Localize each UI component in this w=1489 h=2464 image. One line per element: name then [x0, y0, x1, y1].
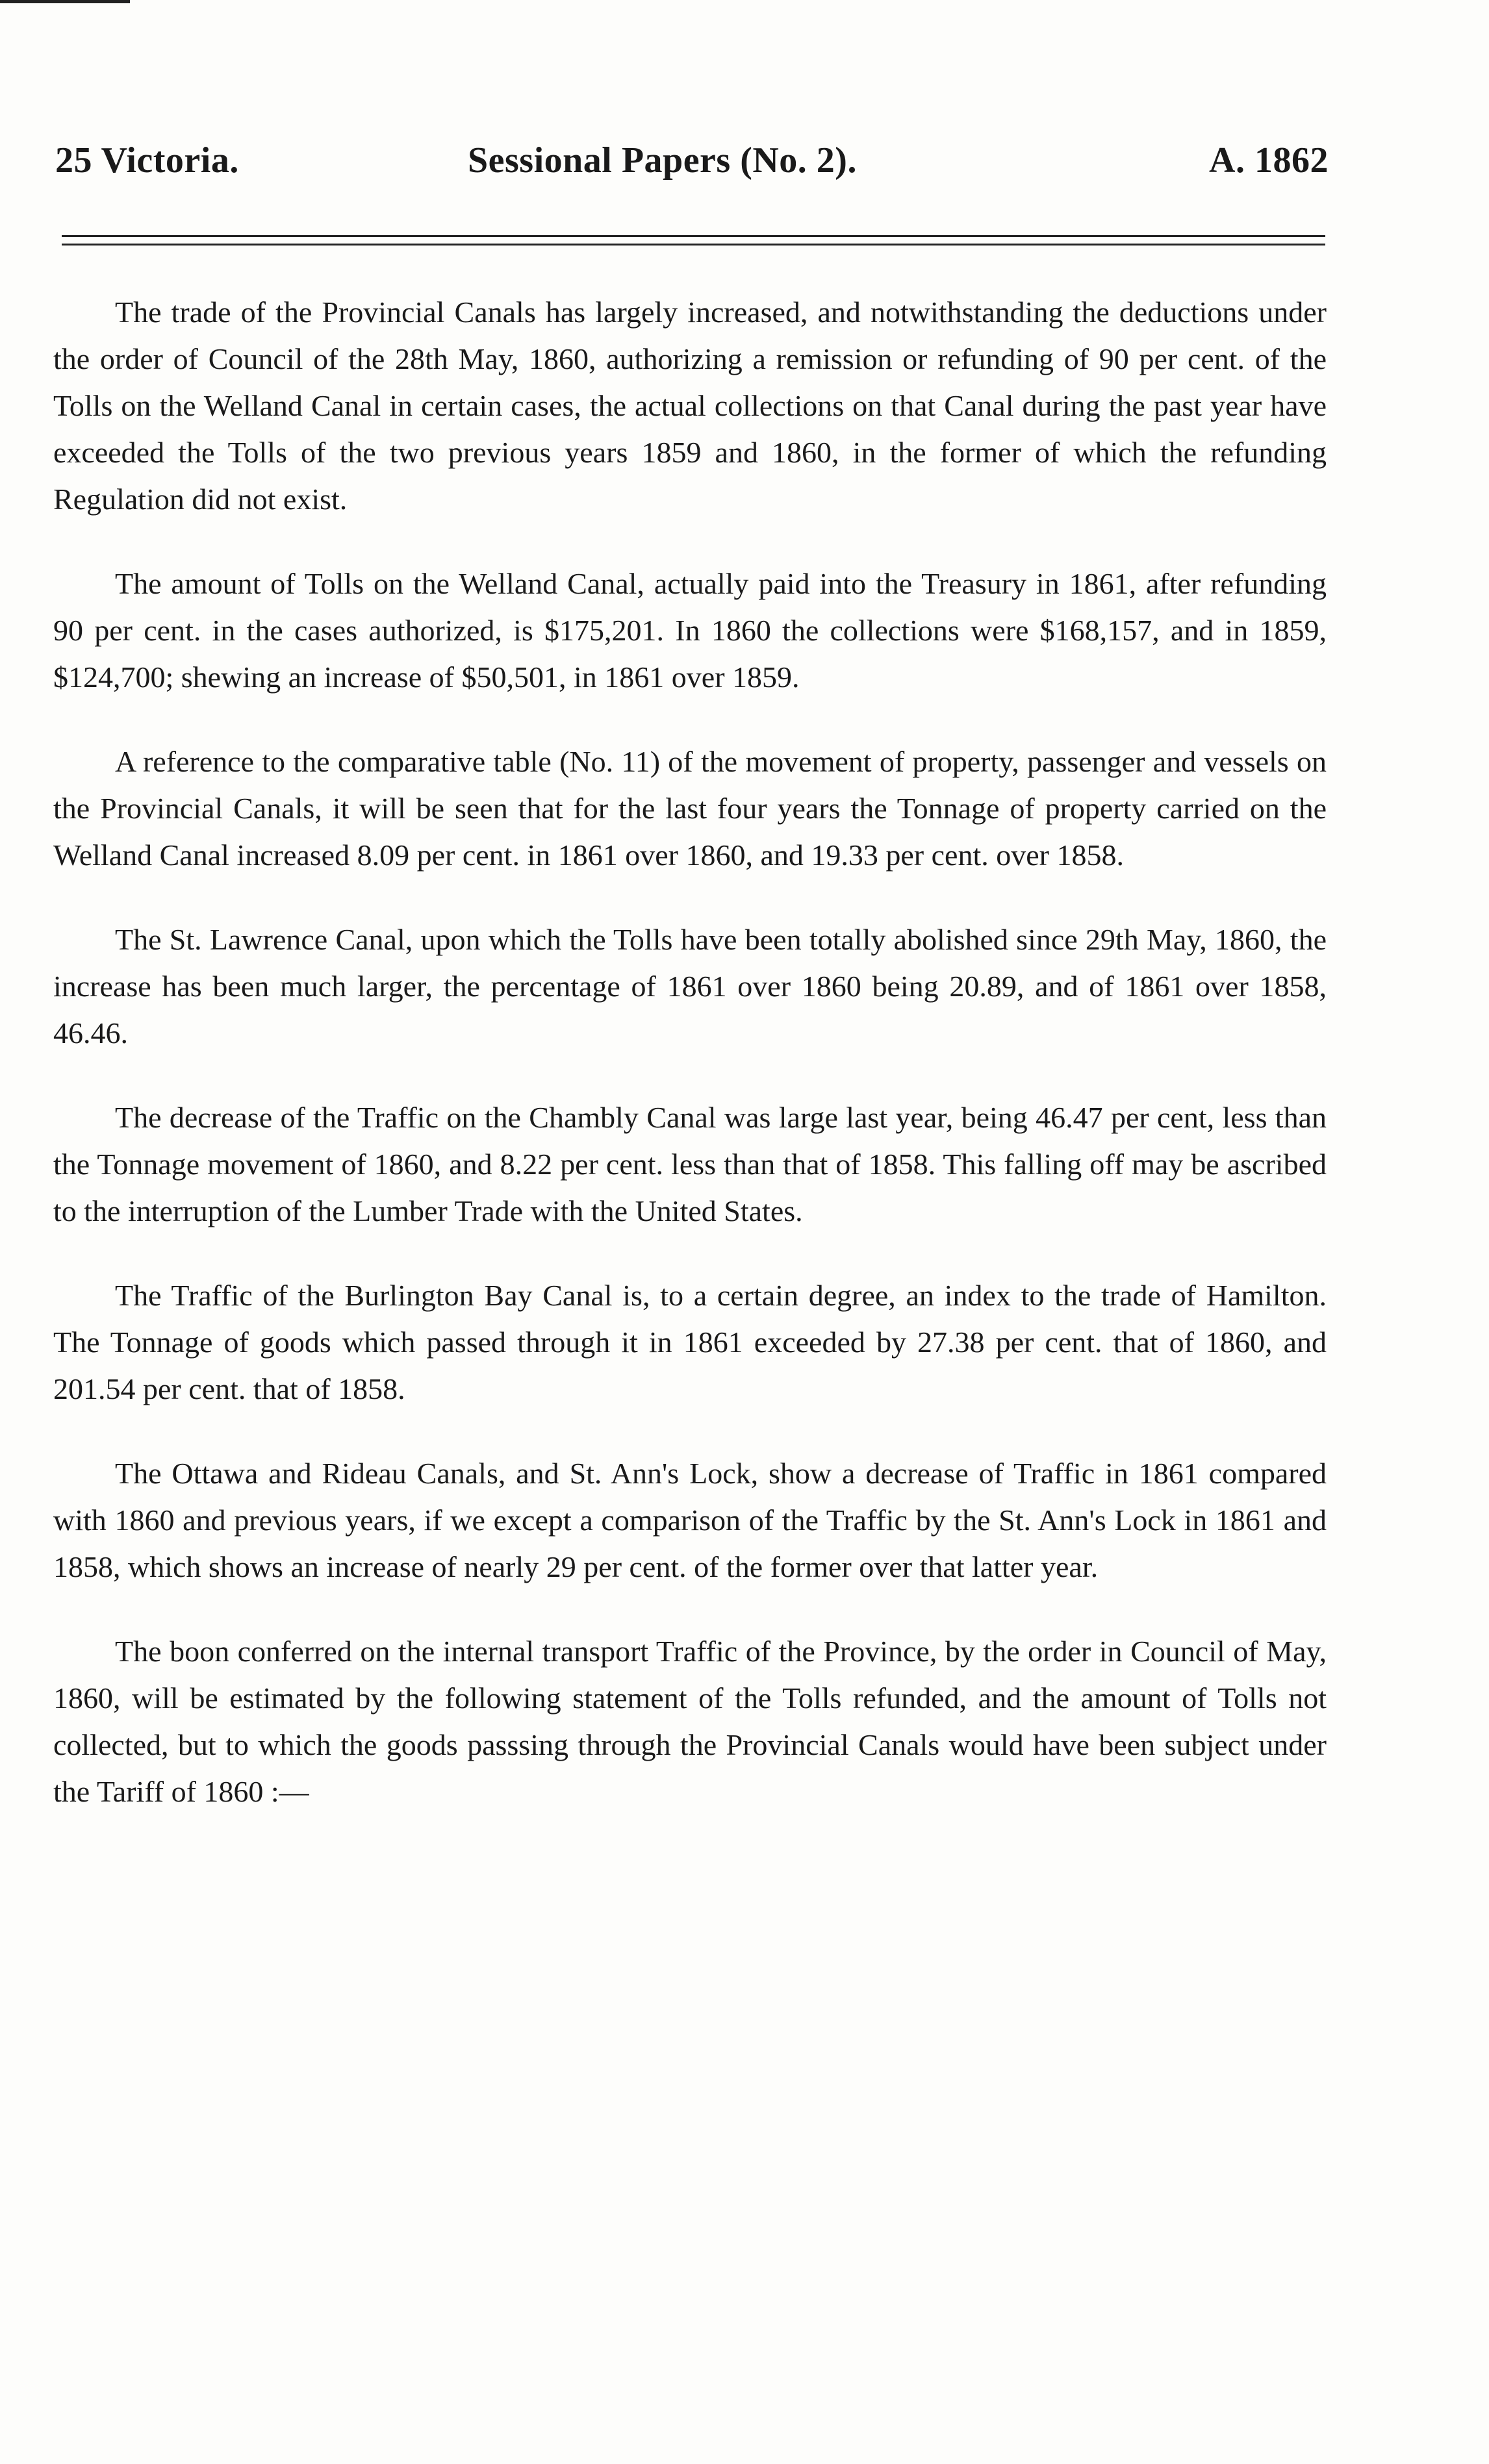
paragraph-burlington: The Traffic of the Burlington Bay Canal is, to a certain degree, an index to the trade of Hamilton. The Tonnage of goods which passed through it in 1861 exceeded by 27.38 per cent. that of 1860, and 201.54 per cent. that of 1858. — [53, 1279, 1327, 1405]
page-header — [55, 140, 1329, 192]
header-session: 25 Victoria. — [55, 140, 239, 181]
paragraph-ottawa-rideau: The Ottawa and Rideau Canals, and St. Ann's Lock, show a decrease of Traffic in 1861 compared with 1860 and previous years, if we except a comparison of the Traffic by the St. Ann's Lock in 1861 and 1858, which shows an increase of nearly 29 per cent. of the former over that latter year. — [53, 1457, 1327, 1583]
paragraph-canal-trade: The trade of the Provincial Canals has largely increased, and notwithstanding the deductions under the order of Council of the 28th May, 1860, authorizing a remission or refunding of 90 per cent. of the Tolls on the Welland Canal in certain cases, the actual collections on that Canal during the past year have exceeded the Tolls of the two previous years 1859 and 1860, in the former of which the refunding Regulation did not exist. — [53, 295, 1327, 516]
body-text — [53, 289, 1327, 1853]
corner-rule — [0, 0, 130, 3]
paragraph-chambly: The decrease of the Traffic on the Chambly Canal was large last year, being 46.47 per cent, less than the Tonnage movement of 1860, and 8.22 per cent. less than that of 1858. This falling off may be ascribed to the interruption of the Lumber Trade with the United States. — [53, 1101, 1327, 1227]
header-title: Sessional Papers (No. 2). — [468, 140, 857, 181]
header-double-rule — [62, 235, 1325, 245]
paragraph-comparative-table: A reference to the comparative table (No. 11) of the movement of property, passenger and vessels on the Provincial Canals, it will be seen that for the last four years the Tonnage of property carried on the Welland Canal increased 8.09 per cent. in 1861 over 1860, and 19.33 per cent. over 1858. — [53, 745, 1327, 872]
paragraph-tolls-refunded: The boon conferred on the internal transport Traffic of the Province, by the order in Council of May, 1860, will be estimated by the following statement of the Tolls refunded, and the amount of Tolls not collected, but to which the goods passsing through the Provincial Canals would have been subject under the Tariff of 1860 :— — [53, 1635, 1327, 1808]
header-year: A. 1862 — [1209, 140, 1329, 181]
paragraph-st-lawrence: The St. Lawrence Canal, upon which the Tolls have been totally abolished since 29th May, 1860, the increase has been much larger, the percentage of 1861 over 1860 being 20.89, and of 1861 over 1858, 46.46. — [53, 923, 1327, 1050]
paragraph-welland-tolls: The amount of Tolls on the Welland Canal, actually paid into the Treasury in 1861, after refunding 90 per cent. in the cases authorized, is $175,201. In 1860 the collections were $168,157, and in 1859, $124,700; shewing an increase of $50,501, in 1861 over 1859. — [53, 567, 1327, 694]
